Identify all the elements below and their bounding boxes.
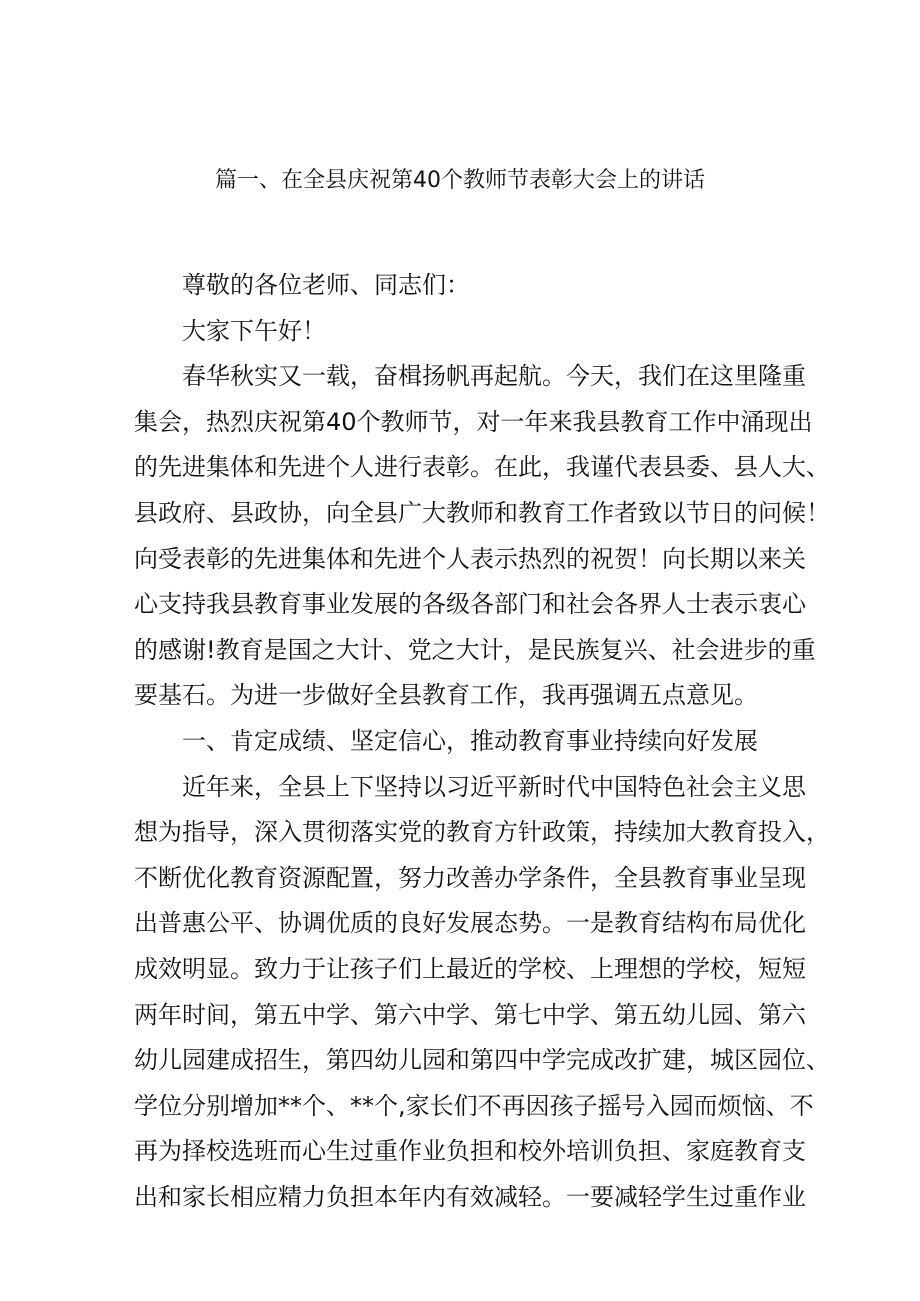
body-line: 不断优化教育资源配置，努力改善办学条件，全县教育事业呈现 [134, 863, 806, 892]
body-line: 县政府、县政协，向全县广大教师和教育工作者致以节日的问候！ [134, 498, 830, 527]
body-line: 出普惠公平、协调优质的良好发展态势。一是教育结构布局优化 [134, 909, 806, 938]
body-line: 两年时间，第五中学、第六中学、第七中学、第五幼儿园、第六 [134, 1000, 806, 1029]
document-title: 篇一、在全县庆祝第40个教师节表彰大会上的讲话 [215, 168, 705, 193]
body-line: 春华秋实又一载，奋楫扬帆再起航。今天，我们在这里隆重 [182, 362, 806, 391]
document-body [134, 263, 830, 1220]
body-line: 想为指导，深入贯彻落实党的教育方针政策，持续加大教育投入， [134, 818, 830, 847]
body-line: 的先进集体和先进个人进行表彰。在此，我谨代表县委、县人大、 [134, 453, 830, 482]
body-line: 向受表彰的先进集体和先进个人表示热烈的祝贺！向长期以来关 [134, 544, 806, 573]
body-line: 再为择校选班而心生过重作业负担和校外培训负担、家庭教育支 [134, 1137, 806, 1166]
body-line: 学位分别增加**个、**个,家长们不再因孩子摇号入园而烦恼、不 [134, 1091, 814, 1120]
body-line: 心支持我县教育事业发展的各级各部门和社会各界人士表示衷心 [134, 590, 806, 619]
body-line: 要基石。为进一步做好全县教育工作，我再强调五点意见。 [134, 681, 758, 710]
body-line: 成效明显。致力于让孩子们上最近的学校、上理想的学校，短短 [134, 954, 806, 983]
body-line: 大家下午好！ [182, 316, 326, 345]
body-line: 集会，热烈庆祝第40个教师节，对一年来我县教育工作中涌现出 [134, 407, 813, 436]
body-line: 的感谢!教育是国之大计、党之大计，是民族复兴、社会进步的重 [134, 635, 816, 664]
body-line: 一、肯定成绩、坚定信心，推动教育事业持续向好发展 [182, 726, 758, 755]
body-line: 近年来，全县上下坚持以习近平新时代中国特色社会主义思 [182, 772, 806, 801]
body-line: 出和家长相应精力负担本年内有效减轻。一要减轻学生过重作业 [134, 1182, 806, 1211]
body-line: 幼儿园建成招生，第四幼儿园和第四中学完成改扩建，城区园位、 [134, 1046, 830, 1075]
body-line: 尊敬的各位老师、同志们： [182, 271, 470, 299]
